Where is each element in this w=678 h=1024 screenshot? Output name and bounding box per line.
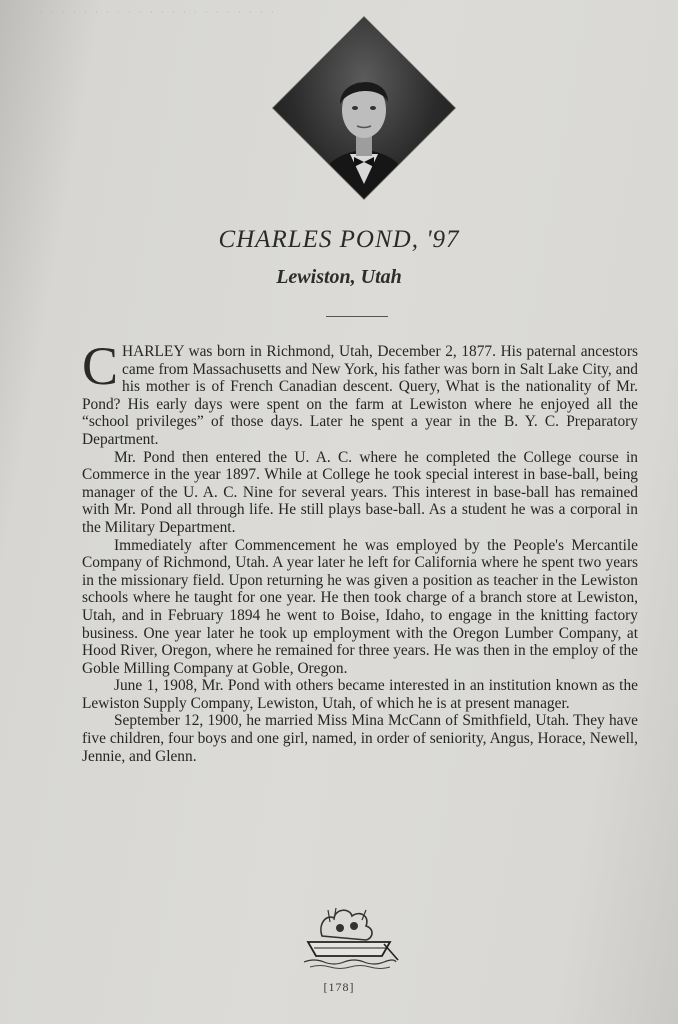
page-number: [178] [323,980,355,994]
paragraph-2: Mr. Pond then entered the U. A. C. where he completed the College course in Commerce in the year 1897. While at College he took special interest in base-ball, being manager of the U. A. C. Nine for several years. This interest in base-ball has remained with Mr. Pond all through life. He still plays base-ball. As a student he was a corporal in the Military Department. [82,448,638,536]
portrait-figure [273,17,454,198]
paragraph-3: Immediately after Commencement he was employed by the People's Mercantile Company of Richmond, Utah. A year later he left for California where he spent two years in the missionary field. Upon returning he was given a position as teacher in the Lewiston schools where he taught for one year. He then took charge of a branch store at Lewiston, Utah, and in February 1894 he went to Boise, Idaho, to engage in the knitting factory business. One year later he took up employment with the Oregon Lumber Company, at Hood River, Oregon, where he remained for three years. He was then in the employ of the Goble Milling Company at Goble, Oregon. [82,536,638,677]
paragraph-5: September 12, 1900, he married Miss Mina McCann of Smithfield, Utah. They have five children, four boys and one girl, named, in order of seniority, Angus, Horace, Newell, Jennie, and Glenn. [82,712,638,765]
page-title: CHARLES POND, '97 [218,226,460,253]
paragraph-4: June 1, 1908, Mr. Pond with others became interested in an institution known as the Lewiston Supply Company, Lewiston, Utah, of which he is at present manager. [82,677,638,712]
paragraph-1-text: HARLEY was born in Richmond, Utah, December 2, 1877. His paternal ancestors came from Massachusetts and New York, his father was born in Salt Lake City, and his mother is of French Canadian descent. Query, What is the nationality of Mr. Pond? His early days were spent on the farm at Lewiston where he enjoyed all the “school privileges” of those days. Later he spent a year in the B. Y. C. Preparatory Department. [82,343,638,448]
paragraph-1 [82,336,638,449]
page-subtitle: Lewiston, Utah [276,266,402,288]
boat-ornament-icon [300,902,400,970]
biography-text [82,336,638,765]
bleed-through-text: · · · · · · · · · · · · · · · · · · · · · · [40,8,277,19]
drop-cap: C [82,336,119,396]
portrait-image [273,17,454,198]
portrait-photo [273,17,454,198]
divider [326,316,388,317]
